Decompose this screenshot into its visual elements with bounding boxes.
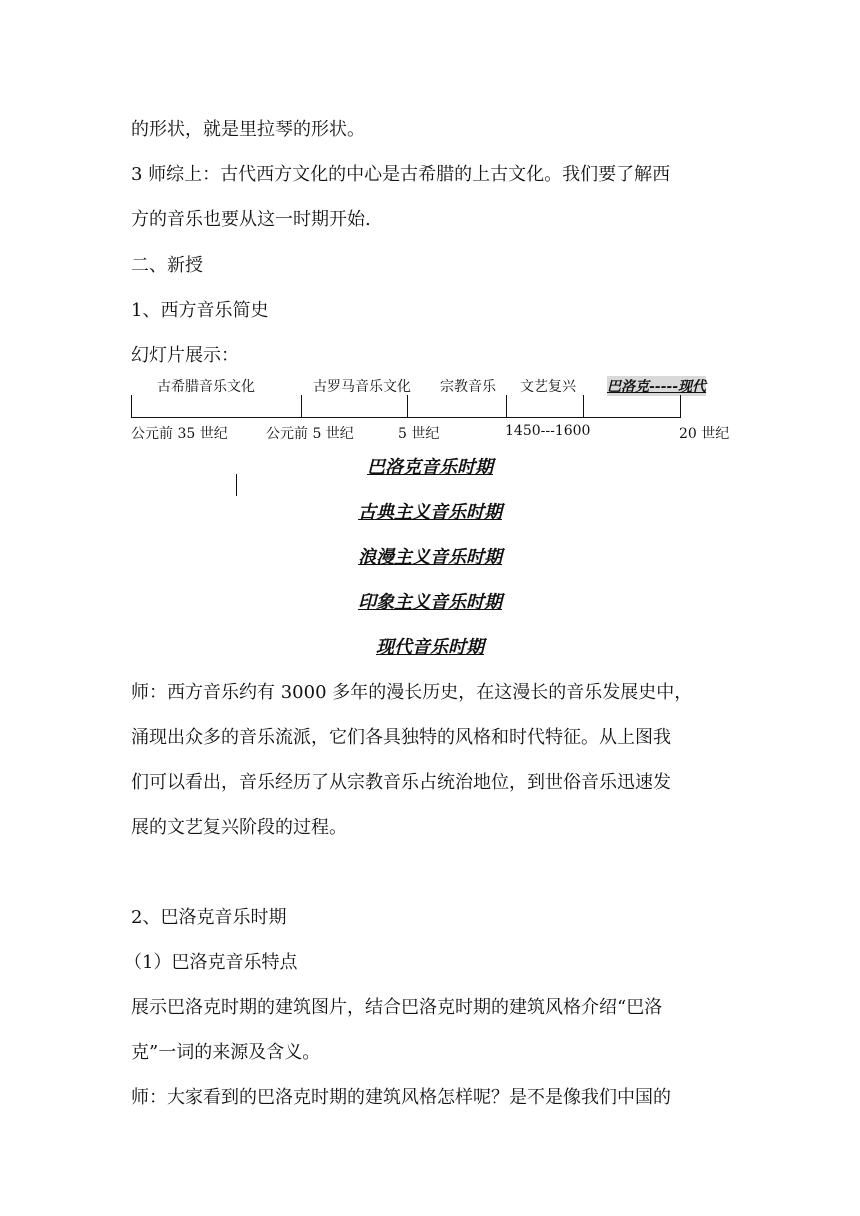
subsection-heading: 1、西方音乐简史 (131, 300, 269, 321)
timeline-tick (680, 395, 681, 417)
timeline-date: 公元前 35 世纪 (131, 426, 228, 442)
period-impressionist: 印象主义音乐时期 (358, 592, 502, 613)
timeline-tick (301, 395, 302, 417)
text-line: 3 师综上：古代西方文化的中心是古希腊的上古文化。我们要了解西 (131, 164, 671, 185)
text-line: 师：西方音乐约有 3000 多年的漫长历史，在这漫长的音乐发展史中， (131, 682, 693, 703)
timeline-date: 1450---1600 (505, 423, 591, 439)
timeline-date: 公元前 5 世纪 (266, 426, 354, 442)
timeline-tick (583, 395, 584, 417)
period-modern: 现代音乐时期 (376, 637, 484, 658)
text-line: 幻灯片展示： (131, 345, 239, 366)
period-baroque: 巴洛克音乐时期 (367, 457, 493, 478)
timeline-tick (506, 395, 507, 417)
section-heading: 二、新授 (131, 255, 203, 276)
timeline-label-highlighted: 巴洛克-----现代 (607, 376, 706, 396)
timeline-label: 宗教音乐 (440, 379, 496, 395)
period-romantic: 浪漫主义音乐时期 (358, 547, 502, 568)
text-line: 涌现出众多的音乐流派，它们各具独特的风格和时代特征。从上图我 (131, 727, 671, 748)
timeline-label: 古希腊音乐文化 (157, 379, 255, 395)
text-line: 展示巴洛克时期的建筑图片，结合巴洛克时期的建筑风格介绍“巴洛 (131, 997, 663, 1018)
timeline-tick (131, 395, 132, 417)
timeline-date: 20 世纪 (679, 426, 730, 442)
text-line: 方的音乐也要从这一时期开始. (131, 209, 371, 230)
timeline-tick (407, 395, 408, 417)
text-line: 克”一词的来源及含义。 (131, 1042, 321, 1063)
text-line: 们可以看出，音乐经历了从宗教音乐占统治地位，到世俗音乐迅速发 (131, 772, 671, 793)
text-line: 的形状，就是里拉琴的形状。 (131, 119, 365, 140)
timeline-date: 5 世纪 (398, 426, 440, 442)
text-line: 展的文艺复兴阶段的过程。 (131, 817, 347, 838)
period-classical: 古典主义音乐时期 (358, 502, 502, 523)
sub-heading: （1）巴洛克音乐特点 (124, 952, 298, 973)
timeline-label: 文艺复兴 (520, 379, 576, 395)
text-line: 师：大家看到的巴洛克时期的建筑风格怎样呢？是不是像我们中国的 (131, 1087, 671, 1108)
timeline-axis (131, 417, 681, 418)
timeline-label: 古罗马音乐文化 (313, 379, 411, 395)
subsection-heading: 2、巴洛克音乐时期 (131, 907, 287, 928)
